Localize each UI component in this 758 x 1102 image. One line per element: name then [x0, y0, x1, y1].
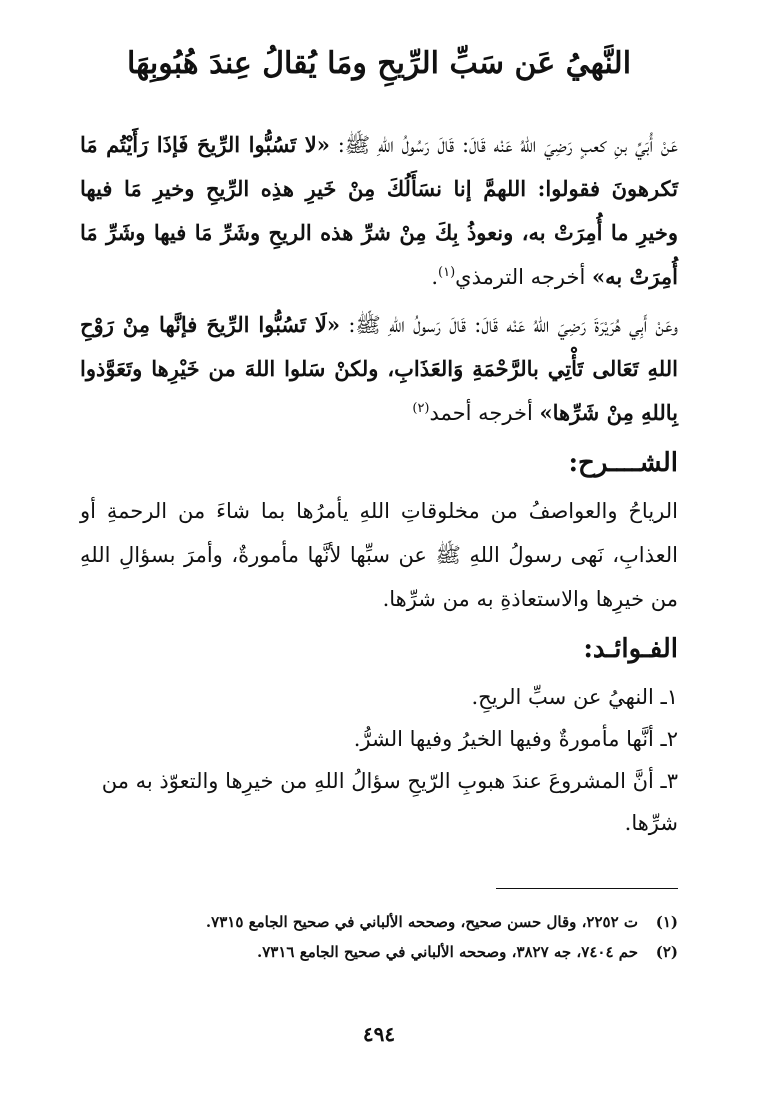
footnote-text: ت ٢٢٥٢، وقال حسن صحيح، وصححه الألباني في صحيح الجامع ٧٣١٥. [205, 912, 638, 931]
hadith-paragraph [80, 303, 678, 435]
hadith-intro: وعَنْ أَبِي هُرَيْرَةَ رَضِيَ اللهُ عَنْه قَالَ: قَالَ رَسولُ اللهِ ﷺ: [348, 313, 678, 337]
hadith-text: «لا تَسُبُّوا الرِّيحَ فَإذَا رَأَيْتُم مَا تَكرهونَ فقولوا: اللهمَّ إنا نسَأَلُكَ مِنْ خَيرِ هذِه الرِّيحِ وخيرِ مَا فيها وخيرِ ما أُمِرَتْ به، ونعوذُ بِكَ مِنْ شرِّ هذه الريحِ وشَرِّ مَا فيها وشَرِّ مَا أُمِرَتْ به» [80, 132, 678, 289]
hadith-source: أخرجه الترمذي [455, 265, 586, 289]
explanation-heading: الشــــرح: [568, 448, 678, 478]
hadith-paragraph: عَنْ أُبَيِّ بنِ كعبٍ رَضِيَ اللهُ عَنْه قَالَ: قَالَ رَسُولُ اللهِ ﷺ: «لا تَسُبُّوا الرِّيحَ فَإذَا رَأَيْتُم مَا تَكرهونَ فقولوا: اللهمَّ إنا نسَأَلُكَ مِنْ خَيرِ هذِه الرِّيحِ وخيرِ مَا فيها وخيرِ ما أُمِرَتْ به، ونعوذُ بِكَ مِنْ شرِّ هذه الريحِ وشَرِّ مَا فيها وشَرِّ مَا أُمِرَتْ به» أخرجه الترمذي$^{(١)}$. [80, 132, 678, 289]
footnote [80, 937, 678, 967]
list-item: ١ـ النهيُ عن سبِّ الريحِ. [471, 684, 678, 709]
footnote-reference: (١) [438, 265, 456, 280]
benefits-list [80, 676, 678, 844]
footnote [80, 907, 678, 937]
list-item: ٣ـ أنَّ المشروعَ عندَ هبوبِ الرّيحِ سؤالُ اللهِ من خيرِها والتعوّذ به من شرِّها. [101, 768, 678, 835]
footnote-number: (١) [655, 912, 678, 931]
footnote-text: حم ٧٤٠٤، جه ٣٨٢٧، وصححه الألباني في صحيح الجامع ٧٣١٦. [257, 942, 638, 961]
footnote-divider [496, 888, 678, 889]
footnote-reference: (٢) [412, 401, 430, 416]
footnote-number: (٢) [655, 942, 678, 961]
hadith-text: «لَا تَسُبُّوا الرِّيحَ فإنَّها مِنْ رَوْحِ اللهِ تَعَالى تَأْتِي بالرَّحْمَةِ وَالعَذَابِ، ولكنْ سَلوا اللهَ من خَيْرِها وتَعَوَّذوا بِاللهِ مِنْ شَرِّها» [80, 312, 678, 425]
list-item: ٢ـ أنَّها مأمورةٌ وفيها الخيرُ وفيها الشرُّ. [353, 726, 678, 751]
hadith-intro: عَنْ أُبَيِّ بنِ كعبٍ رَضِيَ اللهُ عَنْه قَالَ: قَالَ رَسُولُ اللهِ ﷺ: [337, 133, 678, 157]
explanation-text: الرياحُ والعواصفُ من مخلوقاتِ اللهِ يأمرُها بما شاءَ من الرحمةِ أو العذابِ، نَهى رسولُ اللهِ ﷺ عن سبِّها لأنَّها مأمورةٌ، وأمرَ بسؤالِ اللهِ من خيرِها والاستعاذةِ به من شرِّها. [80, 499, 678, 612]
footnotes-list [80, 907, 678, 967]
benefits-heading: الفـوائـد: [583, 634, 678, 665]
hadith-source: أخرجه أحمد [429, 401, 533, 425]
page-title: النَّهيُ عَن سَبِّ الرِّيحِ ومَا يُقالُ عِندَ هُبُوبِهَا [126, 46, 632, 81]
page-number: ٤٩٤ [362, 1022, 396, 1046]
